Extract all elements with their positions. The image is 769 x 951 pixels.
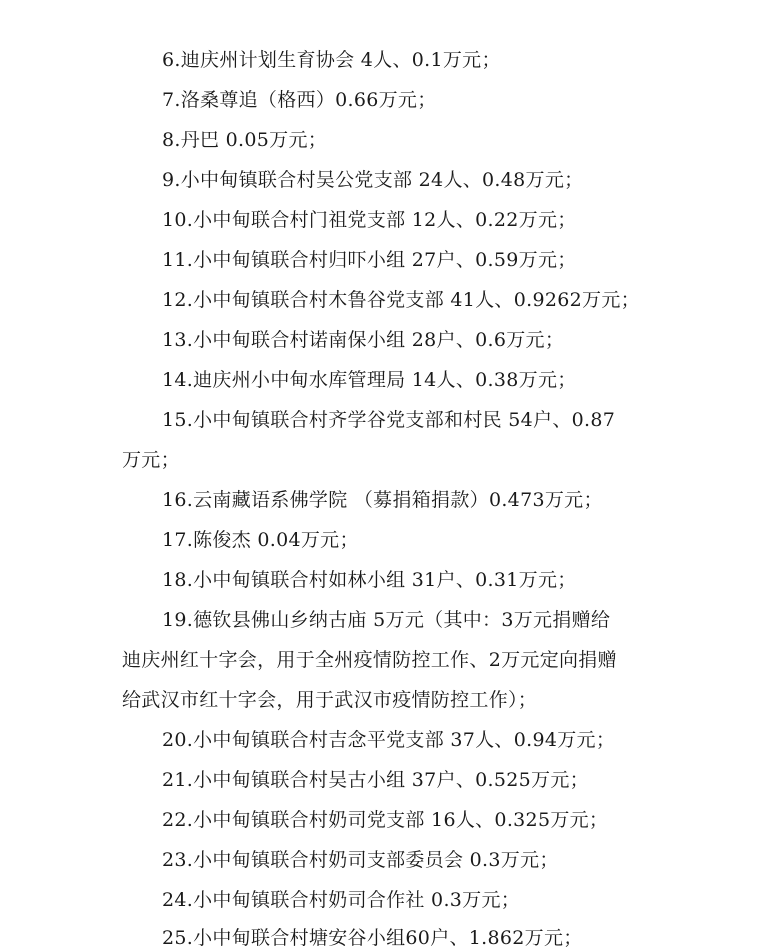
donation-line-25: 25.小中甸联合村塘安谷小组60户、1.862万元； [162, 927, 583, 949]
donation-line-19-cont-1: 迪庆州红十字会，用于全州疫情防控工作、2万元定向捐赠 [122, 649, 617, 671]
donation-line-16: 16.云南藏语系佛学院 （募捐箱捐款）0.473万元； [162, 489, 603, 511]
donation-line-14: 14.迪庆州小中甸水库管理局 14人、0.38万元； [162, 369, 577, 391]
donation-line-22: 22.小中甸镇联合村奶司党支部 16人、0.325万元； [162, 809, 609, 831]
donation-line-19: 19.德钦县佛山乡纳古庙 5万元（其中：3万元捐赠给 [162, 609, 611, 631]
donation-line-24: 24.小中甸镇联合村奶司合作社 0.3万元； [162, 889, 521, 911]
donation-line-17: 17.陈俊杰 0.04万元； [162, 529, 359, 551]
donation-line-9: 9.小中甸镇联合村吴公党支部 24人、0.48万元； [162, 169, 584, 191]
donation-line-15-cont: 万元； [122, 449, 180, 471]
donation-line-12: 12.小中甸镇联合村木鲁谷党支部 41人、0.9262万元； [162, 289, 640, 311]
donation-line-20: 20.小中甸镇联合村吉念平党支部 37人、0.94万元； [162, 729, 616, 751]
donation-line-8: 8.丹巴 0.05万元； [162, 129, 328, 151]
donation-line-11: 11.小中甸镇联合村归吓小组 27户、0.59万元； [162, 249, 577, 271]
donation-line-23: 23.小中甸镇联合村奶司支部委员会 0.3万元； [162, 849, 559, 871]
donation-line-21: 21.小中甸镇联合村吴古小组 37户、0.525万元； [162, 769, 589, 791]
donation-line-7: 7.洛桑尊追（格西）0.66万元； [162, 89, 437, 111]
donation-line-18: 18.小中甸镇联合村如林小组 31户、0.31万元； [162, 569, 577, 591]
donation-line-6: 6.迪庆州计划生育协会 4人、0.1万元； [162, 49, 501, 71]
donation-line-10: 10.小中甸联合村门祖党支部 12人、0.22万元； [162, 209, 577, 231]
donation-line-13: 13.小中甸联合村诺南保小组 28户、0.6万元； [162, 329, 565, 351]
donation-line-19-cont-2: 给武汉市红十字会，用于武汉市疫情防控工作）； [122, 689, 538, 711]
donation-line-15: 15.小中甸镇联合村齐学谷党支部和村民 54户、0.87 [162, 409, 616, 431]
